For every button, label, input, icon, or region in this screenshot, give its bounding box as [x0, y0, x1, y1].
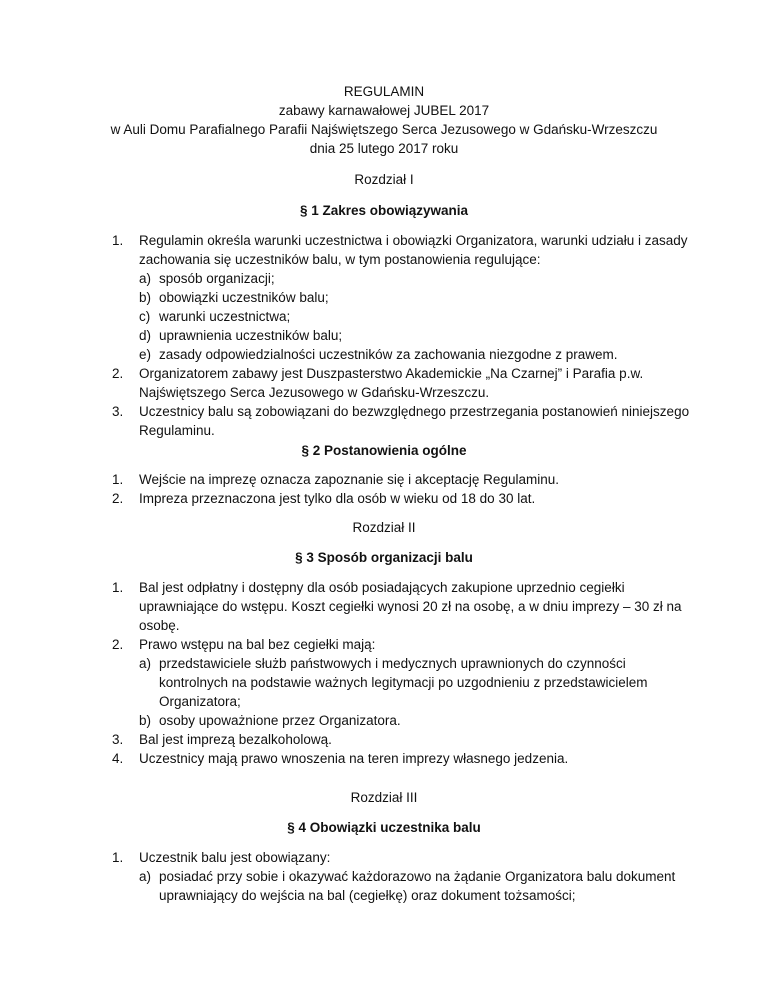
paragraph-line: Wejście na imprezę oznacza zapoznanie się i akceptację Regulaminu. — [139, 472, 559, 487]
sub-list-item — [112, 269, 672, 288]
list-item — [112, 730, 672, 749]
list-number: 1. — [112, 850, 124, 865]
sub-list-text: posiadać przy sobie i okazywać każdorazowo na żądanie Organizatora balu dokument — [159, 869, 676, 884]
section-4-title: § 4 Obowiązki uczestnika balu — [287, 820, 481, 835]
list-item — [112, 635, 672, 654]
paragraph-line: uprawniające do wstępu. Koszt cegiełki wynosi 20 zł na osobę, a w dniu imprezy – 30 zł na — [139, 599, 682, 614]
sub-list-letter: a) — [139, 656, 152, 671]
sub-list-item — [112, 288, 672, 307]
paragraph-line: Uczestnik balu jest obowiązany: — [139, 850, 331, 865]
sub-list-text: zasady odpowiedzialności uczestników za zachowania niezgodne z prawem. — [159, 347, 618, 362]
list-item — [112, 231, 688, 269]
sub-list-letter: d) — [139, 328, 152, 343]
list-item — [112, 578, 682, 635]
list-number: 3. — [112, 404, 124, 419]
chapter-1-heading: Rozdział I — [354, 172, 414, 187]
list-item — [112, 848, 672, 867]
sub-list-item — [112, 326, 672, 345]
chapter-2-heading: Rozdział II — [352, 520, 416, 535]
sub-list-item — [112, 654, 672, 711]
paragraph-line: Prawo wstępu na bal bez cegiełki mają: — [139, 637, 376, 652]
sub-list-text: osoby upoważnione przez Organizatora. — [159, 713, 401, 728]
paragraph-line: osobę. — [139, 618, 180, 633]
document-location: w Auli Domu Parafialnego Parafii Najświętszego Serca Jezusowego w Gdańsku-Wrzeszczu — [110, 122, 658, 137]
list-number: 1. — [112, 472, 124, 487]
list-number: 1. — [112, 580, 124, 595]
paragraph-line: Regulaminu. — [139, 423, 215, 438]
paragraph-line: Organizatorem zabawy jest Duszpasterstwo Akademickie „Na Czarnej” i Parafia p.w. — [139, 366, 644, 381]
document-date: dnia 25 lutego 2017 roku — [309, 141, 459, 156]
paragraph-line: zachowania się uczestników balu, w tym postanowienia regulujące: — [139, 252, 541, 267]
list-item — [112, 470, 672, 489]
sub-list-item — [112, 345, 672, 364]
sub-list-letter: a) — [139, 869, 152, 884]
paragraph-line: Bal jest imprezą bezalkoholową. — [139, 732, 332, 747]
list-number: 1. — [112, 233, 124, 248]
sub-list-letter: b) — [139, 713, 152, 728]
paragraph-line: Uczestnicy mają prawo wnoszenia na teren imprezy własnego jedzenia. — [139, 751, 569, 766]
list-number: 2. — [112, 637, 124, 652]
sub-list-text: sposób organizacji; — [159, 271, 275, 286]
sub-list-text: uprawniający do wejścia na bal (cegiełkę) oraz dokument tożsamości; — [159, 888, 576, 903]
sub-list-item — [112, 711, 672, 730]
sub-list-item — [112, 867, 676, 905]
paragraph-line: Impreza przeznaczona jest tylko dla osób w wieku od 18 do 30 lat. — [139, 491, 536, 506]
sub-list-text: uprawnienia uczestników balu; — [159, 328, 343, 343]
section-1-title: § 1 Zakres obowiązywania — [299, 203, 469, 218]
sub-list-text: kontrolnych na podstawie ważnych legitymacji po uzgodnieniu z przedstawicielem — [159, 675, 648, 690]
section-3-body — [112, 578, 682, 768]
section-3-title: § 3 Sposób organizacji balu — [295, 550, 473, 565]
document-title: REGULAMIN — [343, 84, 425, 99]
sub-list-text: obowiązki uczestników balu; — [159, 290, 329, 305]
list-item — [112, 402, 690, 440]
list-number: 4. — [112, 751, 124, 766]
list-number: 2. — [112, 366, 124, 381]
list-item — [112, 749, 672, 768]
paragraph-line: Uczestnicy balu są zobowiązani do bezwzględnego przestrzegania postanowień niniejszego — [139, 404, 690, 419]
sub-list-letter: e) — [139, 347, 152, 362]
list-item — [112, 364, 672, 402]
paragraph-line: Bal jest odpłatny i dostępny dla osób posiadających zakupione uprzednio cegiełki — [139, 580, 625, 595]
list-number: 3. — [112, 732, 124, 747]
section-1-body — [112, 231, 690, 440]
section-2-title: § 2 Postanowienia ogólne — [301, 443, 467, 458]
list-item — [112, 489, 672, 508]
paragraph-line: Regulamin określa warunki uczestnictwa i obowiązki Organizatora, warunki udziału i zasady — [139, 233, 688, 248]
section-4-body — [112, 848, 676, 905]
sub-list-text: warunki uczestnictwa; — [159, 309, 291, 324]
sub-list-letter: a) — [139, 271, 152, 286]
chapter-3-heading: Rozdział III — [350, 790, 418, 805]
document-subtitle: zabawy karnawałowej JUBEL 2017 — [278, 103, 490, 118]
sub-list-text: przedstawiciele służb państwowych i medycznych uprawnionych do czynności — [159, 656, 626, 671]
sub-list-letter: c) — [139, 309, 151, 324]
section-2-body — [112, 470, 672, 508]
sub-list-letter: b) — [139, 290, 152, 305]
list-number: 2. — [112, 491, 124, 506]
paragraph-line: Najświętszego Serca Jezusowego w Gdańsku-Wrzeszczu. — [139, 385, 490, 400]
sub-list-text: Organizatora; — [159, 694, 241, 709]
sub-list-item — [112, 307, 672, 326]
document-header — [0, 82, 768, 158]
